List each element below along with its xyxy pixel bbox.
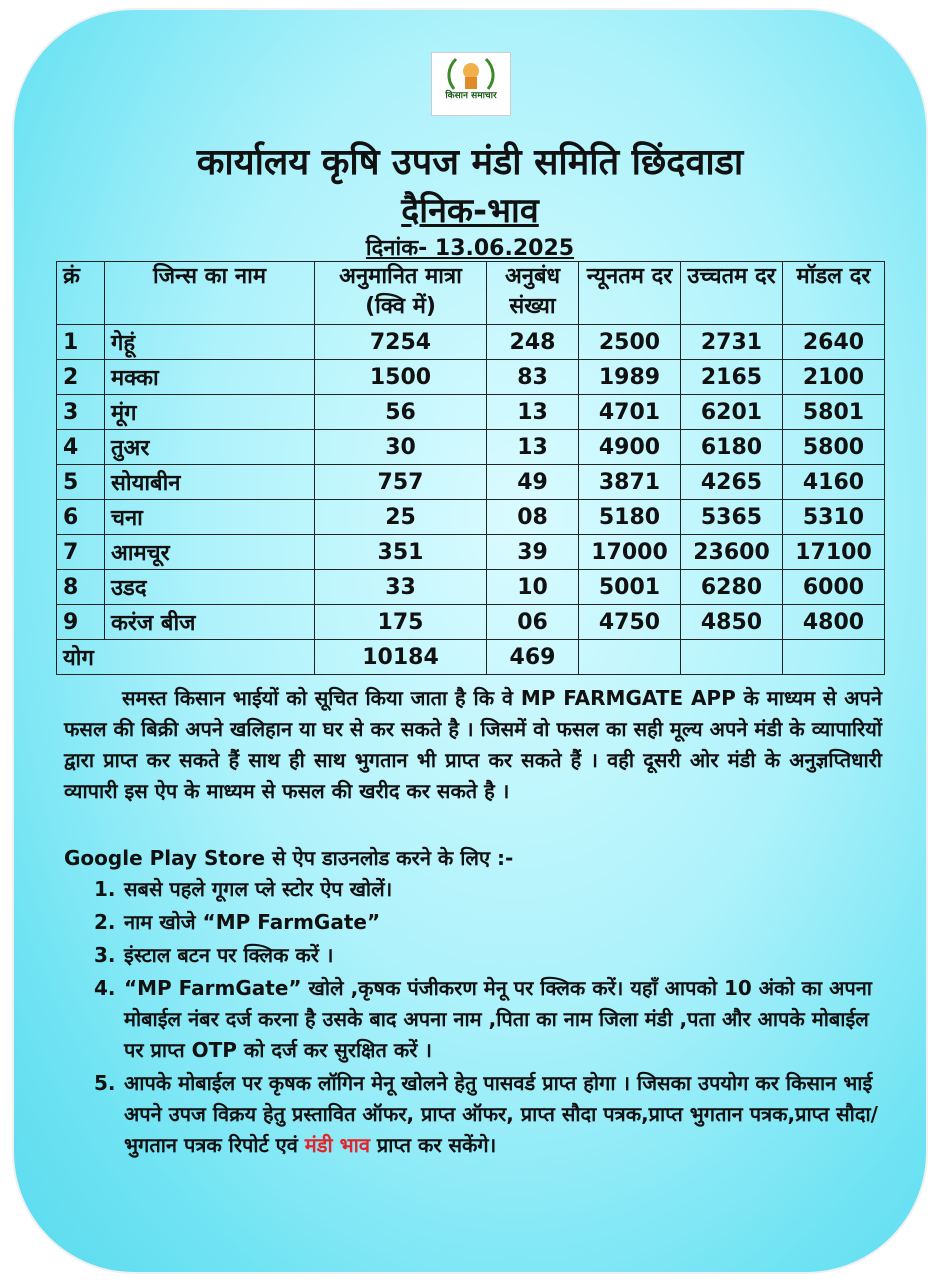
row-quantity: 30 [315, 430, 487, 465]
row-count: 49 [487, 465, 579, 500]
header-commodity: जिन्स का नाम [105, 262, 315, 325]
row-commodity: चना [105, 500, 315, 535]
row-max-rate: 4850 [681, 605, 783, 640]
row-max-rate: 6180 [681, 430, 783, 465]
table-row [57, 360, 885, 395]
table-row [57, 465, 885, 500]
total-empty-cell [681, 640, 783, 675]
row-max-rate: 6201 [681, 395, 783, 430]
row-count: 248 [487, 325, 579, 360]
row-model-rate: 5801 [783, 395, 885, 430]
row-min-rate: 4900 [579, 430, 681, 465]
total-empty-cell [783, 640, 885, 675]
step-item: 5. आपके मोबाईल पर कृषक लॉगिन मेनू खोलने हेतु पासवर्ड प्राप्त होगा । जिसका उपयोग कर किसान भाई अपने उपज विक्रय हेतु प्रस्तावित ऑफर, प्राप्त ऑफर, प्राप्त सौदा पत्रक,प्राप्त भुगतान पत्रक,प्राप्त सौदा/भुगतान पत्रक रिपोर्ट एवं मंडी भाव प्राप्त कर सकेंगे। [94, 1071, 878, 1157]
total-empty-cell [579, 640, 681, 675]
row-max-rate: 5365 [681, 500, 783, 535]
row-quantity: 33 [315, 570, 487, 605]
table-row [57, 395, 885, 430]
row-model-rate: 2100 [783, 360, 885, 395]
row-serial: 4 [57, 430, 105, 465]
date-label: दिनांक- 13.06.2025 [365, 236, 575, 261]
row-model-rate: 5310 [783, 500, 885, 535]
row-commodity: मूंग [105, 395, 315, 430]
header-quantity: अनुमानित मात्रा (क्वि में) [315, 262, 487, 325]
row-quantity: 175 [315, 605, 487, 640]
table-row [57, 430, 885, 465]
row-model-rate: 2640 [783, 325, 885, 360]
row-commodity: गेहूं [105, 325, 315, 360]
total-count: 469 [487, 640, 579, 675]
table-row [57, 570, 885, 605]
row-quantity: 7254 [315, 325, 487, 360]
row-commodity: मक्का [105, 360, 315, 395]
logo-text: किसान समाचार [445, 91, 497, 101]
row-count: 06 [487, 605, 579, 640]
row-commodity: करंज बीज [105, 605, 315, 640]
row-min-rate: 17000 [579, 535, 681, 570]
row-commodity: उडद [105, 570, 315, 605]
table-row [57, 605, 885, 640]
row-commodity: सोयाबीन [105, 465, 315, 500]
row-max-rate: 2165 [681, 360, 783, 395]
row-model-rate: 17100 [783, 535, 885, 570]
row-min-rate: 4750 [579, 605, 681, 640]
row-serial: 6 [57, 500, 105, 535]
step-item: 2. नाम खोजे “MP FarmGate” [94, 910, 381, 934]
header-serial: क्रं [57, 262, 105, 325]
row-serial: 8 [57, 570, 105, 605]
notice-paragraph: समस्त किसान भाईयों को सूचित किया जाता है कि वे MP FARMGATE APP के माध्यम से अपने फसल की बिक्री अपने खलिहान या घर से कर सकते है । जिसमें वो फसल का सही मूल्य अपने मंडी के व्यापारियों द्वारा प्राप्त कर सकते हैं साथ ही साथ भुगतान भी प्राप्त कर सकते हैं । वही दूसरी ओर मंडी के अनुज्ञप्तिधारी व्यापारी इस ऐप के माध्यम से फसल की खरीद कर सकते है । [64, 686, 882, 803]
row-max-rate: 6280 [681, 570, 783, 605]
row-min-rate: 2500 [579, 325, 681, 360]
row-serial: 2 [57, 360, 105, 395]
step-item: 4. “MP FarmGate” खोले ,कृषक पंजीकरण मेनू पर क्लिक करें। यहाँ आपको 10 अंको का अपना मोबाईल नंबर दर्ज करना है उसके बाद अपना नाम ,पिता का नाम जिला मंडी ,पता और आपके मोबाईल पर प्राप्त OTP को दर्ज कर सुरक्षित करें । [94, 976, 872, 1062]
step-item: 3. इंस्टाल बटन पर क्लिक करें । [94, 943, 334, 967]
row-max-rate: 23600 [681, 535, 783, 570]
step-item: 1. सबसे पहले गूगल प्ले स्टोर ऐप खोलें। [94, 877, 393, 901]
rates-table [56, 261, 885, 675]
row-count: 10 [487, 570, 579, 605]
header-model-rate: मॉडल दर [783, 262, 885, 325]
wheat-wreath-icon [444, 57, 498, 91]
row-count: 13 [487, 395, 579, 430]
row-min-rate: 5180 [579, 500, 681, 535]
row-count: 83 [487, 360, 579, 395]
table-row [57, 535, 885, 570]
row-min-rate: 1989 [579, 360, 681, 395]
table-header-row [57, 262, 885, 325]
row-commodity: आमचूर [105, 535, 315, 570]
row-model-rate: 4160 [783, 465, 885, 500]
table-total-row [57, 640, 885, 675]
step-text: प्राप्त कर सकेंगे। [376, 1133, 497, 1157]
row-count: 39 [487, 535, 579, 570]
row-max-rate: 2731 [681, 325, 783, 360]
row-quantity: 56 [315, 395, 487, 430]
row-min-rate: 4701 [579, 395, 681, 430]
header-max-rate: उच्चतम दर [681, 262, 783, 325]
step-text: “MP FarmGate” खोले ,कृषक पंजीकरण मेनू पर क्लिक करें। यहाँ आपको 10 अंको का अपना मोबाईल नंबर दर्ज करना है उसके बाद अपना नाम ,पिता का नाम जिला मंडी ,पता और आपके मोबाईल पर प्राप्त OTP को दर्ज कर सुरक्षित करें । [124, 976, 872, 1062]
row-min-rate: 5001 [579, 570, 681, 605]
row-model-rate: 6000 [783, 570, 885, 605]
total-quantity: 10184 [315, 640, 487, 675]
row-serial: 3 [57, 395, 105, 430]
row-model-rate: 5800 [783, 430, 885, 465]
row-quantity: 351 [315, 535, 487, 570]
row-model-rate: 4800 [783, 605, 885, 640]
office-title: कार्यालय कृषि उपज मंडी समिति छिंदवाडा [196, 142, 744, 183]
row-count: 13 [487, 430, 579, 465]
mandi-bhav-highlight: मंडी भाव [304, 1133, 370, 1157]
total-label: योग [57, 640, 315, 675]
step-text: नाम खोजे “MP FarmGate” [124, 910, 381, 934]
steps-list [94, 874, 884, 1163]
download-heading: Google Play Store से ऐप डाउनलोड करने के लिए :- [64, 846, 514, 870]
row-quantity: 1500 [315, 360, 487, 395]
step-text: इंस्टाल बटन पर क्लिक करें । [124, 943, 334, 967]
kisan-samachar-logo [431, 52, 511, 116]
row-quantity: 25 [315, 500, 487, 535]
row-min-rate: 3871 [579, 465, 681, 500]
table-row [57, 325, 885, 360]
step-text: आपके मोबाईल पर कृषक लॉगिन मेनू खोलने हेतु पासवर्ड प्राप्त होगा । जिसका उपयोग कर किसान भाई अपने उपज विक्रय हेतु प्रस्तावित ऑफर, प्राप्त ऑफर, प्राप्त सौदा पत्रक,प्राप्त भुगतान पत्रक,प्राप्त सौदा/भुगतान पत्रक रिपोर्ट एवं [124, 1071, 878, 1157]
row-serial: 1 [57, 325, 105, 360]
header-count: अनुबंध संख्या [487, 262, 579, 325]
row-serial: 5 [57, 465, 105, 500]
row-commodity: तुअर [105, 430, 315, 465]
row-serial: 9 [57, 605, 105, 640]
row-serial: 7 [57, 535, 105, 570]
page-subtitle: दैनिक-भाव [401, 191, 539, 231]
step-text: सबसे पहले गूगल प्ले स्टोर ऐप खोलें। [124, 877, 393, 901]
row-quantity: 757 [315, 465, 487, 500]
header-min-rate: न्यूनतम दर [579, 262, 681, 325]
row-count: 08 [487, 500, 579, 535]
table-row [57, 500, 885, 535]
row-max-rate: 4265 [681, 465, 783, 500]
